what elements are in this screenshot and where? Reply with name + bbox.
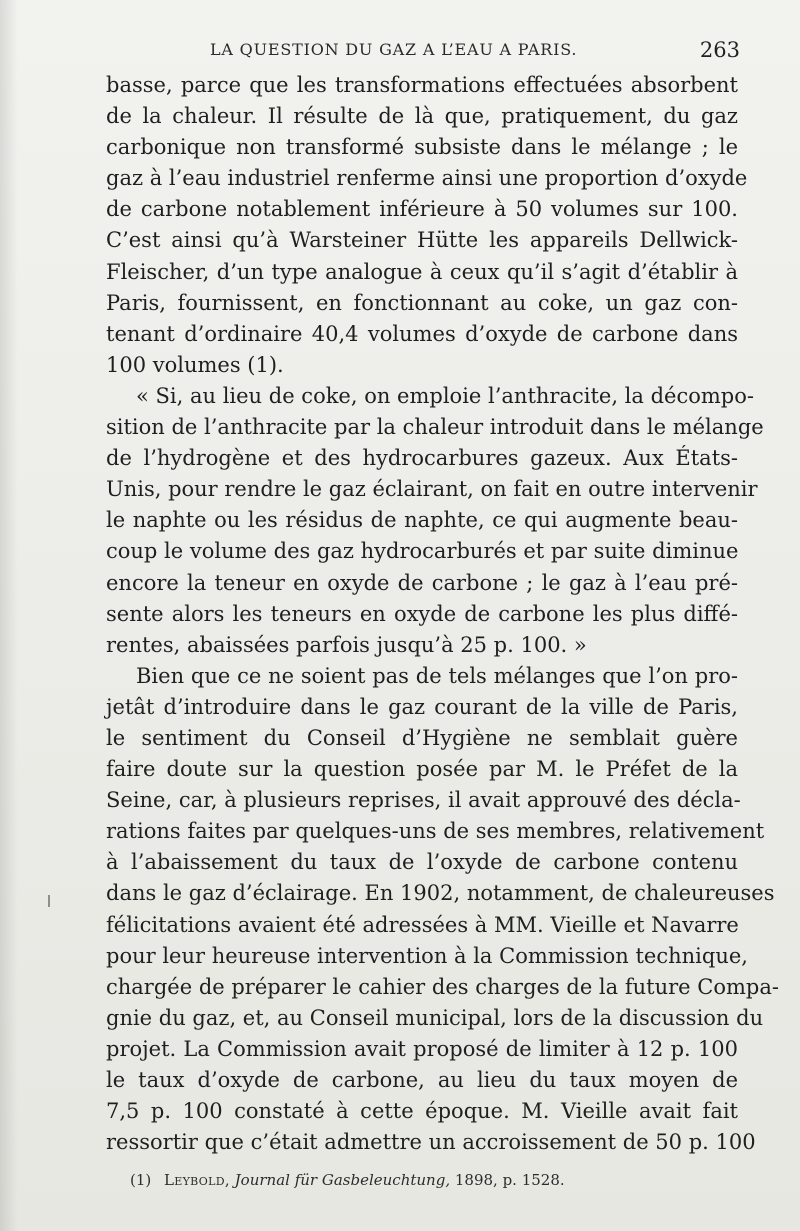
text-line: « Si, au lieu de coke, on emploie l’anthracite, la décompo- bbox=[136, 383, 754, 408]
text-line: projet. La Commission avait proposé de limiter à 12 p. 100 bbox=[106, 1036, 738, 1061]
text-line: à l’abaissement du taux de l’oxyde de carbone contenu bbox=[106, 850, 738, 875]
text-line: pour leur heureuse intervention à la Commission technique, bbox=[106, 943, 748, 968]
footnote-marker: (1) bbox=[130, 1171, 152, 1189]
text-line: rentes, abaissées parfois jusqu’à 25 p. 100. » bbox=[106, 632, 587, 657]
page-header bbox=[100, 34, 740, 70]
footnote-details: 1898, p. 1528. bbox=[454, 1171, 565, 1189]
text-line: de carbone notablement inférieure à 50 volumes sur 100. bbox=[106, 197, 738, 222]
text-line: 100 volumes (1). bbox=[106, 352, 284, 377]
footnote bbox=[130, 1170, 730, 1190]
text-line: C’est ainsi qu’à Warsteiner Hütte les appareils Dellwick- bbox=[106, 228, 738, 253]
text-line: Unis, pour rendre le gaz éclairant, on fait en outre intervenir bbox=[106, 477, 758, 502]
text-line: coup le volume des gaz hydrocarburés et par suite diminue bbox=[106, 539, 739, 564]
page-gutter-shadow bbox=[0, 0, 18, 1231]
text-line: le naphte ou les résidus de naphte, ce qui augmente beau- bbox=[106, 508, 738, 533]
text-line: sente alors les teneurs en oxyde de carbone les plus diffé- bbox=[106, 601, 738, 626]
margin-mark bbox=[48, 895, 50, 907]
text-line: chargée de préparer le cahier des charges de la future Compa- bbox=[106, 974, 779, 999]
footnote-author: Leybold, bbox=[164, 1171, 230, 1189]
text-line: gnie du gaz, et, au Conseil municipal, lors de la discussion du bbox=[106, 1005, 764, 1030]
text-line: Bien que ce ne soient pas de tels mélanges que l’on pro- bbox=[136, 663, 738, 688]
text-line: Paris, fournissent, en fonctionnant au coke, un gaz con- bbox=[106, 290, 738, 315]
text-line: ressortir que c’était admettre un accroissement de 50 p. 100 bbox=[106, 1130, 756, 1155]
text-line: rations faites par quelques-uns de ses membres, relativement bbox=[106, 819, 765, 844]
text-line: basse, parce que les transformations effectuées absorbent bbox=[106, 73, 738, 97]
text-line: félicitations avaient été adressées à MM. Vieille et Navarre bbox=[106, 912, 739, 937]
text-line: dans le gaz d’éclairage. En 1902, notamment, de chaleureuses bbox=[106, 881, 775, 906]
footnote-journal: Journal für Gasbeleuchtung, bbox=[234, 1171, 451, 1189]
running-title: LA QUESTION DU GAZ A L’EAU A PARIS. bbox=[210, 40, 578, 59]
text-line: carbonique non transformé subsiste dans le mélange ; le bbox=[106, 135, 738, 160]
text-line: sition de l’anthracite par la chaleur introduit dans le mélange bbox=[106, 415, 764, 440]
text-line: encore la teneur en oxyde de carbone ; le gaz à l’eau pré- bbox=[106, 570, 738, 595]
text-line: gaz à l’eau industriel renferme ainsi une proportion d’oxyde bbox=[106, 166, 748, 191]
text-line: faire doute sur la question posée par M. le Préfet de la bbox=[106, 757, 738, 782]
text-line: tenant d’ordinaire 40,4 volumes d’oxyde de carbone dans bbox=[106, 321, 738, 346]
text-line: le taux d’oxyde de carbone, au lieu du taux moyen de bbox=[106, 1068, 738, 1092]
page-number: 263 bbox=[699, 38, 740, 62]
body-text bbox=[106, 70, 779, 1158]
text-line: Seine, car, à plusieurs reprises, il avait approuvé des décla- bbox=[106, 788, 741, 813]
text-line: jetât d’introduire dans le gaz courant de la ville de Paris, bbox=[106, 694, 738, 719]
text-line: de l’hydrogène et des hydrocarbures gazeux. Aux États- bbox=[106, 446, 738, 471]
text-line: 7,5 p. 100 constaté à cette époque. M. Vieille avait fait bbox=[106, 1099, 738, 1124]
text-line: le sentiment du Conseil d’Hygiène ne semblait guère bbox=[106, 725, 738, 750]
text-line: de la chaleur. Il résulte de là que, pratiquement, du gaz bbox=[106, 104, 738, 129]
text-line: Fleischer, d’un type analogue à ceux qu’il s’agit d’établir à bbox=[106, 259, 738, 284]
